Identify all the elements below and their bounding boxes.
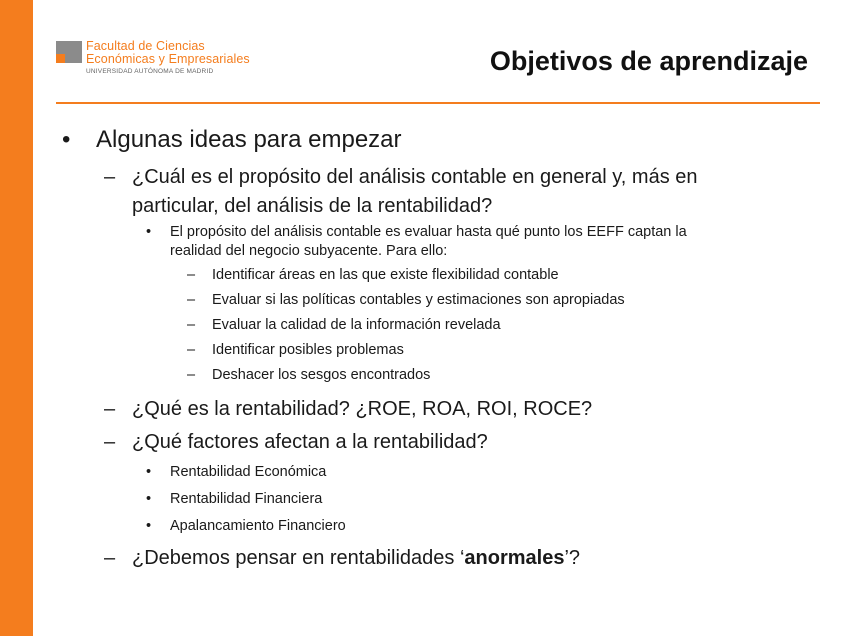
question-4-after: ’?: [564, 547, 581, 569]
step-text: Evaluar si las políticas contables y estimaciones son apropiadas: [212, 292, 625, 308]
logo-text-line3: UNIVERSIDAD AUTÓNOMA DE MADRID: [86, 68, 214, 75]
question-3-text: ¿Qué factores afectan a la rentabilidad?: [132, 431, 488, 453]
bullet-marker: •: [62, 126, 71, 153]
answer-line1: El propósito del análisis contable es evaluar hasta qué punto los EEFF captan la: [170, 224, 687, 240]
bullet-marker: •: [146, 491, 152, 507]
question-2-text: ¿Qué es la rentabilidad? ¿ROE, ROA, ROI, ROCE?: [132, 398, 593, 420]
bullet-marker: •: [146, 224, 152, 240]
dash-marker: –: [187, 317, 196, 333]
bullet-marker: •: [146, 464, 152, 480]
factor-text: Apalancamiento Financiero: [170, 518, 346, 534]
bullet-marker: •: [146, 518, 152, 534]
dash-marker: –: [187, 267, 196, 283]
dash-marker: –: [187, 292, 196, 308]
step-text: Identificar áreas en las que existe flexibilidad contable: [212, 267, 559, 283]
step-text: Evaluar la calidad de la información revelada: [212, 317, 501, 333]
dash-marker: –: [104, 398, 116, 420]
main-bullet-text: Algunas ideas para empezar: [96, 126, 402, 153]
slide-title: Objetivos de aprendizaje: [489, 46, 808, 76]
question-1-line2: particular, del análisis de la rentabilidad?: [132, 195, 493, 217]
dash-marker: –: [104, 166, 116, 188]
step-text: Deshacer los sesgos encontrados: [212, 367, 431, 383]
factor-text: Rentabilidad Financiera: [170, 491, 323, 507]
logo-text-line2: Económicas y Empresariales: [86, 52, 250, 66]
dash-marker: –: [104, 431, 116, 453]
question-1-line1: ¿Cuál es el propósito del análisis contable en general y, más en: [132, 166, 698, 188]
step-text: Identificar posibles problemas: [212, 342, 404, 358]
dash-marker: –: [187, 342, 196, 358]
dash-marker: –: [187, 367, 196, 383]
logo-text-line1: Facultad de Ciencias: [86, 39, 205, 53]
question-4-text: [132, 545, 580, 572]
question-4-emphasis: anormales: [464, 547, 565, 569]
question-4-before: ¿Debemos pensar en rentabilidades ‘: [132, 547, 465, 569]
answer-line2: realidad del negocio subyacente. Para ello:: [170, 243, 448, 259]
dash-marker: –: [104, 547, 116, 569]
factor-text: Rentabilidad Económica: [170, 464, 327, 480]
